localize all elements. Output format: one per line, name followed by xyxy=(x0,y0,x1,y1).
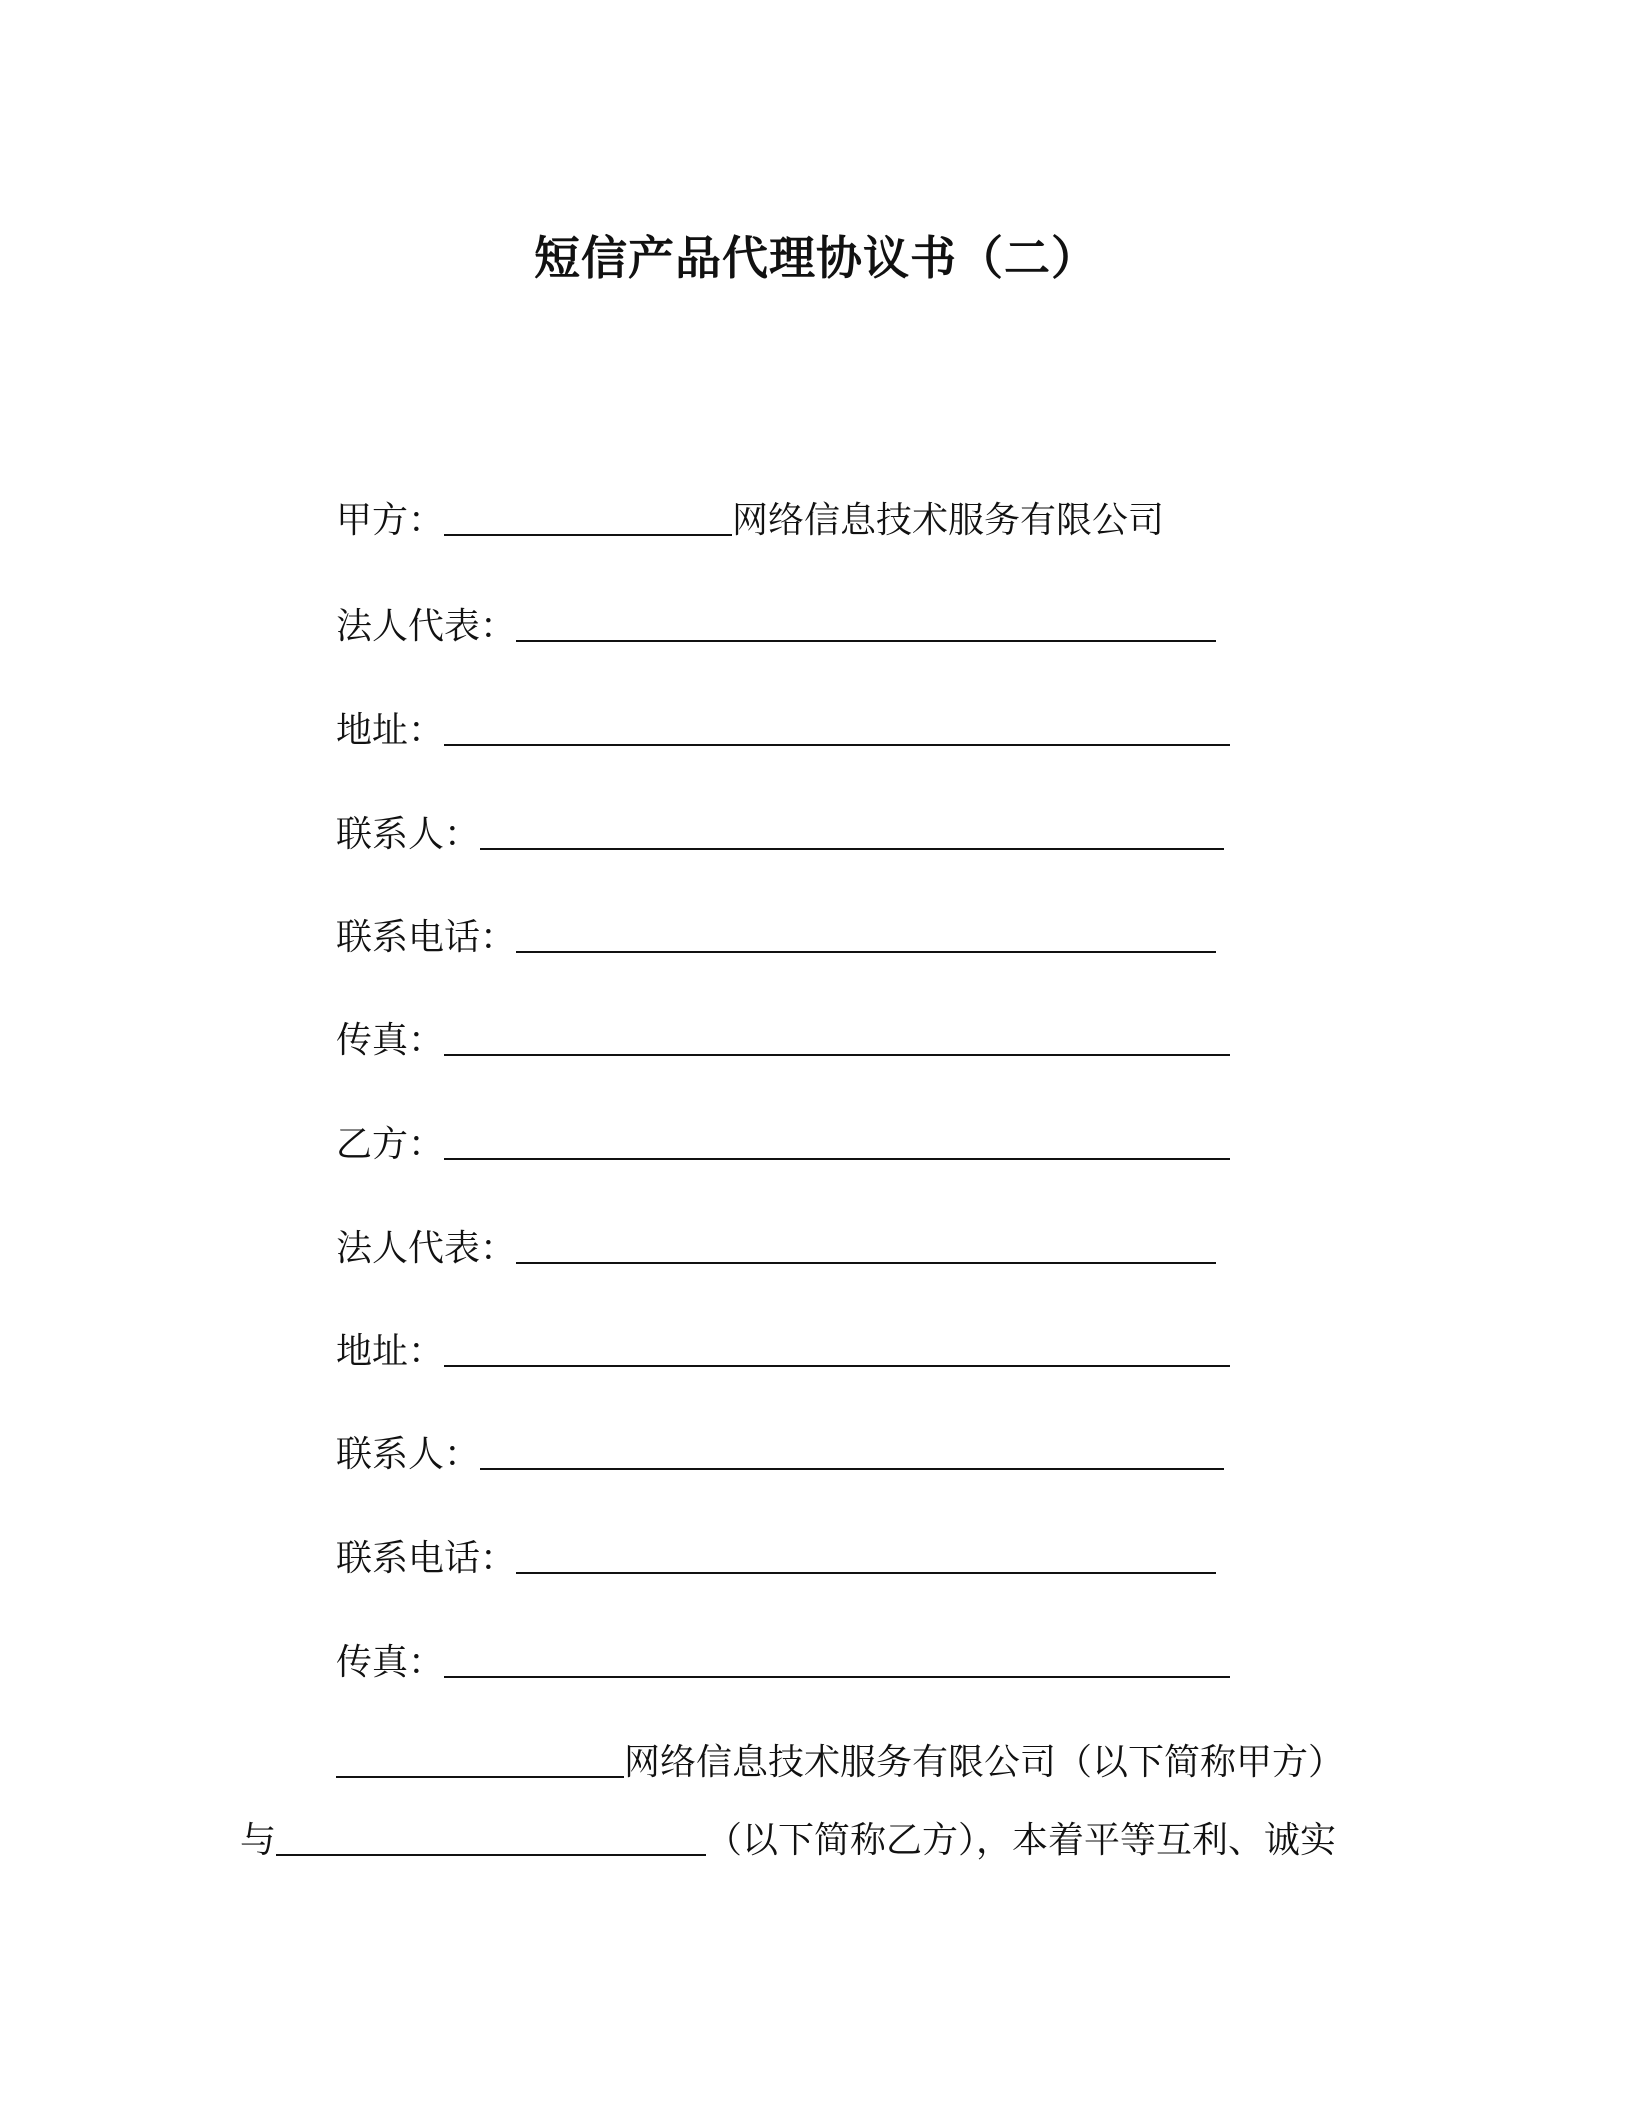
intro-line-1 xyxy=(336,1738,1344,1788)
party-a-fax-label: 传真： xyxy=(336,1020,445,1061)
party-a-contact-blank[interactable] xyxy=(480,848,1224,850)
party-b-legal-rep-blank[interactable] xyxy=(516,1262,1216,1264)
party-b-blank[interactable] xyxy=(444,1158,1230,1160)
party-a-phone-line xyxy=(336,913,1216,963)
party-b-phone-label: 联系电话： xyxy=(336,1538,517,1579)
party-b-contact-label: 联系人： xyxy=(336,1434,481,1475)
intro-line-2 xyxy=(240,1816,1336,1866)
party-b-line xyxy=(336,1120,1230,1170)
party-a-phone-label: 联系电话： xyxy=(336,917,517,958)
party-b-contact-line xyxy=(336,1430,1224,1480)
party-b-fax-blank[interactable] xyxy=(444,1676,1230,1678)
party-b-contact-blank[interactable] xyxy=(480,1468,1224,1470)
party-b-address-label: 地址： xyxy=(336,1331,445,1372)
party-a-address-line xyxy=(336,706,1230,756)
party-a-company-suffix: 网络信息技术服务有限公司 xyxy=(732,500,1165,541)
intro-company-blank[interactable] xyxy=(336,1776,624,1778)
party-a-legal-rep-line xyxy=(336,602,1216,652)
party-b-legal-rep-label: 法人代表： xyxy=(336,1228,517,1269)
party-a-fax-line xyxy=(336,1016,1230,1066)
document-title: 短信产品代理协议书（二） xyxy=(534,231,1098,285)
party-a-line xyxy=(336,496,1164,546)
party-b-label: 乙方： xyxy=(336,1124,445,1165)
party-a-phone-blank[interactable] xyxy=(516,951,1216,953)
party-b-phone-line xyxy=(336,1534,1216,1584)
party-b-fax-line xyxy=(336,1638,1230,1688)
party-a-legal-rep-label: 法人代表： xyxy=(336,606,517,647)
party-a-fax-blank[interactable] xyxy=(444,1054,1230,1056)
party-b-phone-blank[interactable] xyxy=(516,1572,1216,1574)
party-a-address-label: 地址： xyxy=(336,710,445,751)
party-a-contact-label: 联系人： xyxy=(336,814,481,855)
party-b-address-blank[interactable] xyxy=(444,1365,1230,1367)
party-a-blank[interactable] xyxy=(444,534,732,536)
party-a-legal-rep-blank[interactable] xyxy=(516,640,1216,642)
party-a-contact-line xyxy=(336,810,1224,860)
party-b-fax-label: 传真： xyxy=(336,1642,445,1683)
party-a-address-blank[interactable] xyxy=(444,744,1230,746)
intro-party-b-blank[interactable] xyxy=(276,1854,706,1856)
party-b-legal-rep-line xyxy=(336,1224,1216,1274)
party-b-address-line xyxy=(336,1327,1230,1377)
intro-line-2-prefix: 与 xyxy=(240,1820,277,1861)
intro-line-1-text: 网络信息技术服务有限公司（以下简称甲方） xyxy=(624,1742,1345,1783)
intro-line-2-suffix: （以下简称乙方），本着平等互利、诚实 xyxy=(706,1820,1337,1861)
party-a-label: 甲方： xyxy=(336,500,445,541)
